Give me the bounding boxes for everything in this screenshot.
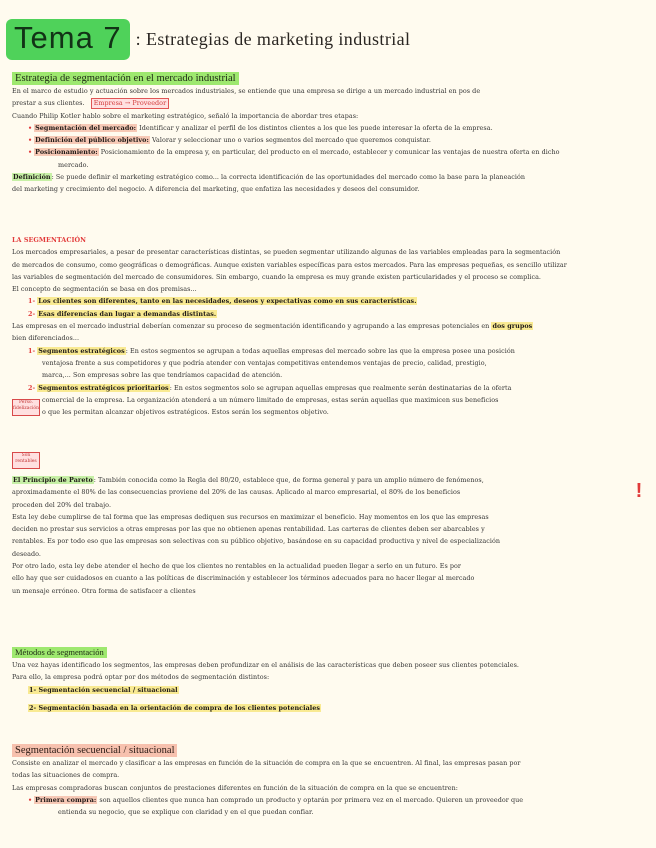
- bullet-label: Primera compra:: [35, 795, 97, 804]
- section-heading: LA SEGMENTACIÓN: [12, 236, 87, 244]
- paragraph-line: Una vez hayas identificado los segmentos, las empresas deben profundizar en el análisis de las características que deben poseer sus clientes potenciales.: [12, 661, 520, 669]
- paragraph-line: deciden no prestar sus servicios a otras empresas por las que no obtienen apenas rentabilidad. Las carteras de clientes deben ser abarcables y: [12, 525, 485, 534]
- group-line: ventajosa frente a sus competidores y que podría atender con ventajas competitivas entendemos ventajas de precio, calidad, prestigio,: [42, 358, 487, 367]
- group-note-box: Son rentables: [12, 452, 40, 469]
- page-subtitle: : Estrategias de marketing industrial: [135, 28, 411, 49]
- paragraph-line: [12, 320, 644, 332]
- premise-item: [12, 308, 644, 320]
- paragraph-line: todas las situaciones de compra.: [12, 771, 120, 780]
- paragraph-text: Las empresas en el mercado industrial deberían comenzar su proceso de segmentación identificando y agrupando a las empresas potenciales en: [12, 322, 492, 331]
- paragraph-line: ello hay que ser cuidadosos en cuanto a las políticas de discriminación y establecer los términos adecuados para no hacer llegar al mercado: [12, 574, 475, 583]
- paragraph-line: Esta ley debe cumplirse de tal forma que las empresas dediquen sus recursos en maximizar el beneficio. Hay momentos en los que las empresas: [12, 512, 489, 521]
- step-item: [12, 146, 644, 158]
- number-marker: 2-: [28, 309, 36, 318]
- number-marker: 1-: [28, 346, 36, 355]
- section-segmentacion: [12, 234, 644, 418]
- premise-item: [12, 295, 644, 307]
- paragraph-line: bien diferenciados...: [12, 334, 80, 343]
- paragraph-line: deseado.: [12, 549, 42, 558]
- pareto-label: El Principio de Pareto: [13, 476, 93, 484]
- step-item: [12, 134, 644, 146]
- pareto-first-line: [12, 474, 644, 486]
- intro-text: prestar a sus clientes.: [12, 99, 85, 108]
- section-heading: Métodos de segmentación: [12, 647, 107, 658]
- paragraph-line: Los mercados empresariales, a pesar de presentar características distintas, se pueden segmentar utilizando algunas de las variables empleadas para la segmentación: [12, 248, 561, 257]
- paragraph-line: proceden del 20% del trabajo.: [12, 500, 112, 509]
- bullet-item: [12, 794, 644, 806]
- group-line: o que les permitan alcanzar objetivos estratégicos. Estos serán los segmentos objetivo.: [42, 408, 329, 417]
- page-title: Tema 7: [6, 19, 130, 60]
- group-first-line: [28, 345, 644, 357]
- bullet-icon: •: [28, 795, 33, 804]
- section-pareto: [12, 474, 644, 597]
- group-line: comercial de la empresa. La organización atenderá a un número limitado de empresas, estas serán aquellas que maximicen sus beneficios: [42, 395, 499, 404]
- highlight-text: dos grupos: [492, 322, 533, 331]
- empresa-proveedor-tag: Empresa → Proveedor: [91, 98, 169, 109]
- bullet-icon: •: [28, 123, 33, 132]
- pareto-text: : También conocida como la Regla del 80/20, establece que, de forma general y para un amplio número de fenómenos,: [93, 476, 484, 484]
- step-text: Valorar y seleccionar uno o varios segmentos del mercado que queremos conquistar.: [149, 136, 431, 145]
- paragraph-line: aproximadamente el 80% de las consecuencias proviene del 20% de las causas. Aplicado al marco empresarial, el 80% de los beneficios: [12, 488, 461, 497]
- step-label: Segmentación del mercado:: [35, 123, 137, 132]
- premise-text: Esas diferencias dan lugar a demandas distintas.: [38, 309, 217, 318]
- paragraph-line: Las empresas compradoras buscan conjuntos de prestaciones diferentes en función de la situación de compra en la que se encuentren:: [12, 783, 458, 792]
- section-estrategia: [12, 66, 644, 196]
- title-area: [6, 16, 410, 62]
- step-item: [12, 122, 644, 134]
- group-item: [12, 382, 644, 419]
- group-item: [12, 345, 644, 382]
- number-marker: 2-: [28, 383, 36, 392]
- paragraph-line: las variables de segmentación del mercado de consumidores. Sin embargo, cuando la empresa es muy grande existen particularidades y el proceso se complica.: [12, 272, 542, 281]
- exclamation-icon: !: [635, 480, 643, 502]
- method-item: [12, 702, 644, 714]
- group-label: Segmentos estratégicos prioritarios: [38, 383, 169, 392]
- method-item: [12, 684, 644, 696]
- paragraph-line: Consiste en analizar el mercado y clasificar a las empresas en función de la situación de compra en la que se encuentren. Al final, las empresas pasan por: [12, 759, 521, 767]
- bullet-icon: •: [28, 148, 33, 157]
- bullet-icon: •: [28, 136, 33, 145]
- step-label: Posicionamiento:: [35, 148, 98, 157]
- section-secuencial: [12, 738, 644, 818]
- paragraph-line: Por otro lado, esta ley debe atender el hecho de que los clientes no rentables en la actualidad pueden llegar a serlo en un futuro. Es por: [12, 562, 461, 571]
- paragraph-line: de mercados de consumo, como geográficas o demográficas. Aunque existen variables específicas para estos mercados. Para las empresas pequeñas, es sencillo utilizar: [12, 260, 567, 269]
- section-heading: Estrategia de segmentación en el mercado industrial: [12, 72, 239, 85]
- paragraph-line: [12, 97, 644, 109]
- paragraph-line: entienda su negocio, que se explique con claridad y en el que puedan confiar.: [58, 808, 314, 817]
- paragraph-line: En el marco de estudio y actuación sobre los mercados industriales, se entiende que una empresa se dirige a un mercado industrial en pos de: [12, 87, 481, 95]
- paragraph-line: mercado.: [58, 160, 89, 169]
- section-metodos: [12, 640, 644, 714]
- number-marker: 1-: [28, 297, 36, 306]
- group-first-line: [28, 382, 644, 394]
- paragraph-line: rentables. Es por todo eso que las empresas son selectivas con su público objetivo, basándose en su capacidad productiva y nivel de especialización: [12, 537, 501, 546]
- bullet-text: son aquellos clientes que nunca han comprado un producto y optarán por primera vez en el mercado. Quieren un proveedor que: [97, 795, 524, 804]
- group-line: marca,... Son empresas sobre las que tendríamos capacidad de atención.: [42, 371, 283, 380]
- step-text: Posicionamiento de la empresa y, en particular, del producto en el mercado, establecer y comunicar las ventajas de nuestra oferta en dicho: [98, 148, 560, 157]
- definition-text: : Se puede definir el marketing estratégico como... la correcta identificación de las oportunidades del mercado como la base para la planeación: [51, 173, 526, 182]
- section-heading: Segmentación secuencial / situacional: [12, 744, 177, 757]
- definition-line: [12, 171, 644, 183]
- group-label: Segmentos estratégicos: [38, 346, 125, 355]
- step-label: Definición del público objetivo:: [35, 136, 149, 145]
- premise-text: Los clientes son diferentes, tanto en las necesidades, deseos y expectativas como en sus características.: [38, 297, 417, 306]
- group-text: : En estos segmentos se agrupan a todas aquellas empresas del mercado sobre las que la empresa posee una posición: [125, 346, 515, 355]
- method-text: 1- Segmentación secuencial / situacional: [29, 685, 178, 694]
- step-text: Identificar y analizar el perfil de los distintos clientes a los que les puede interesar la oferta de la empresa.: [137, 123, 493, 132]
- paragraph-line: Cuando Philip Kotler hablo sobre el marketing estratégico, señaló la importancia de abordar tres etapas:: [12, 111, 359, 120]
- paragraph-line: El concepto de segmentación se basa en dos premisas...: [12, 285, 197, 294]
- definition-label: Definición: [13, 173, 51, 182]
- paragraph-line: del marketing y crecimiento del negocio. A diferencia del marketing, que enfatiza las necesidades y deseos del consumidor.: [12, 185, 420, 194]
- paragraph-line: Para ello, la empresa podrá optar por dos métodos de segmentación distintos:: [12, 673, 270, 682]
- method-text: 2- Segmentación basada en la orientación de compra de los clientes potenciales: [29, 703, 321, 712]
- paragraph-line: un mensaje erróneo. Otra forma de satisfacer a clientes: [12, 586, 196, 595]
- group-text: : En estos segmentos solo se agrupan aquellas empresas que realmente serán destinatarias de la oferta: [169, 383, 512, 392]
- group-note-box: Perso. fidelización: [12, 399, 40, 416]
